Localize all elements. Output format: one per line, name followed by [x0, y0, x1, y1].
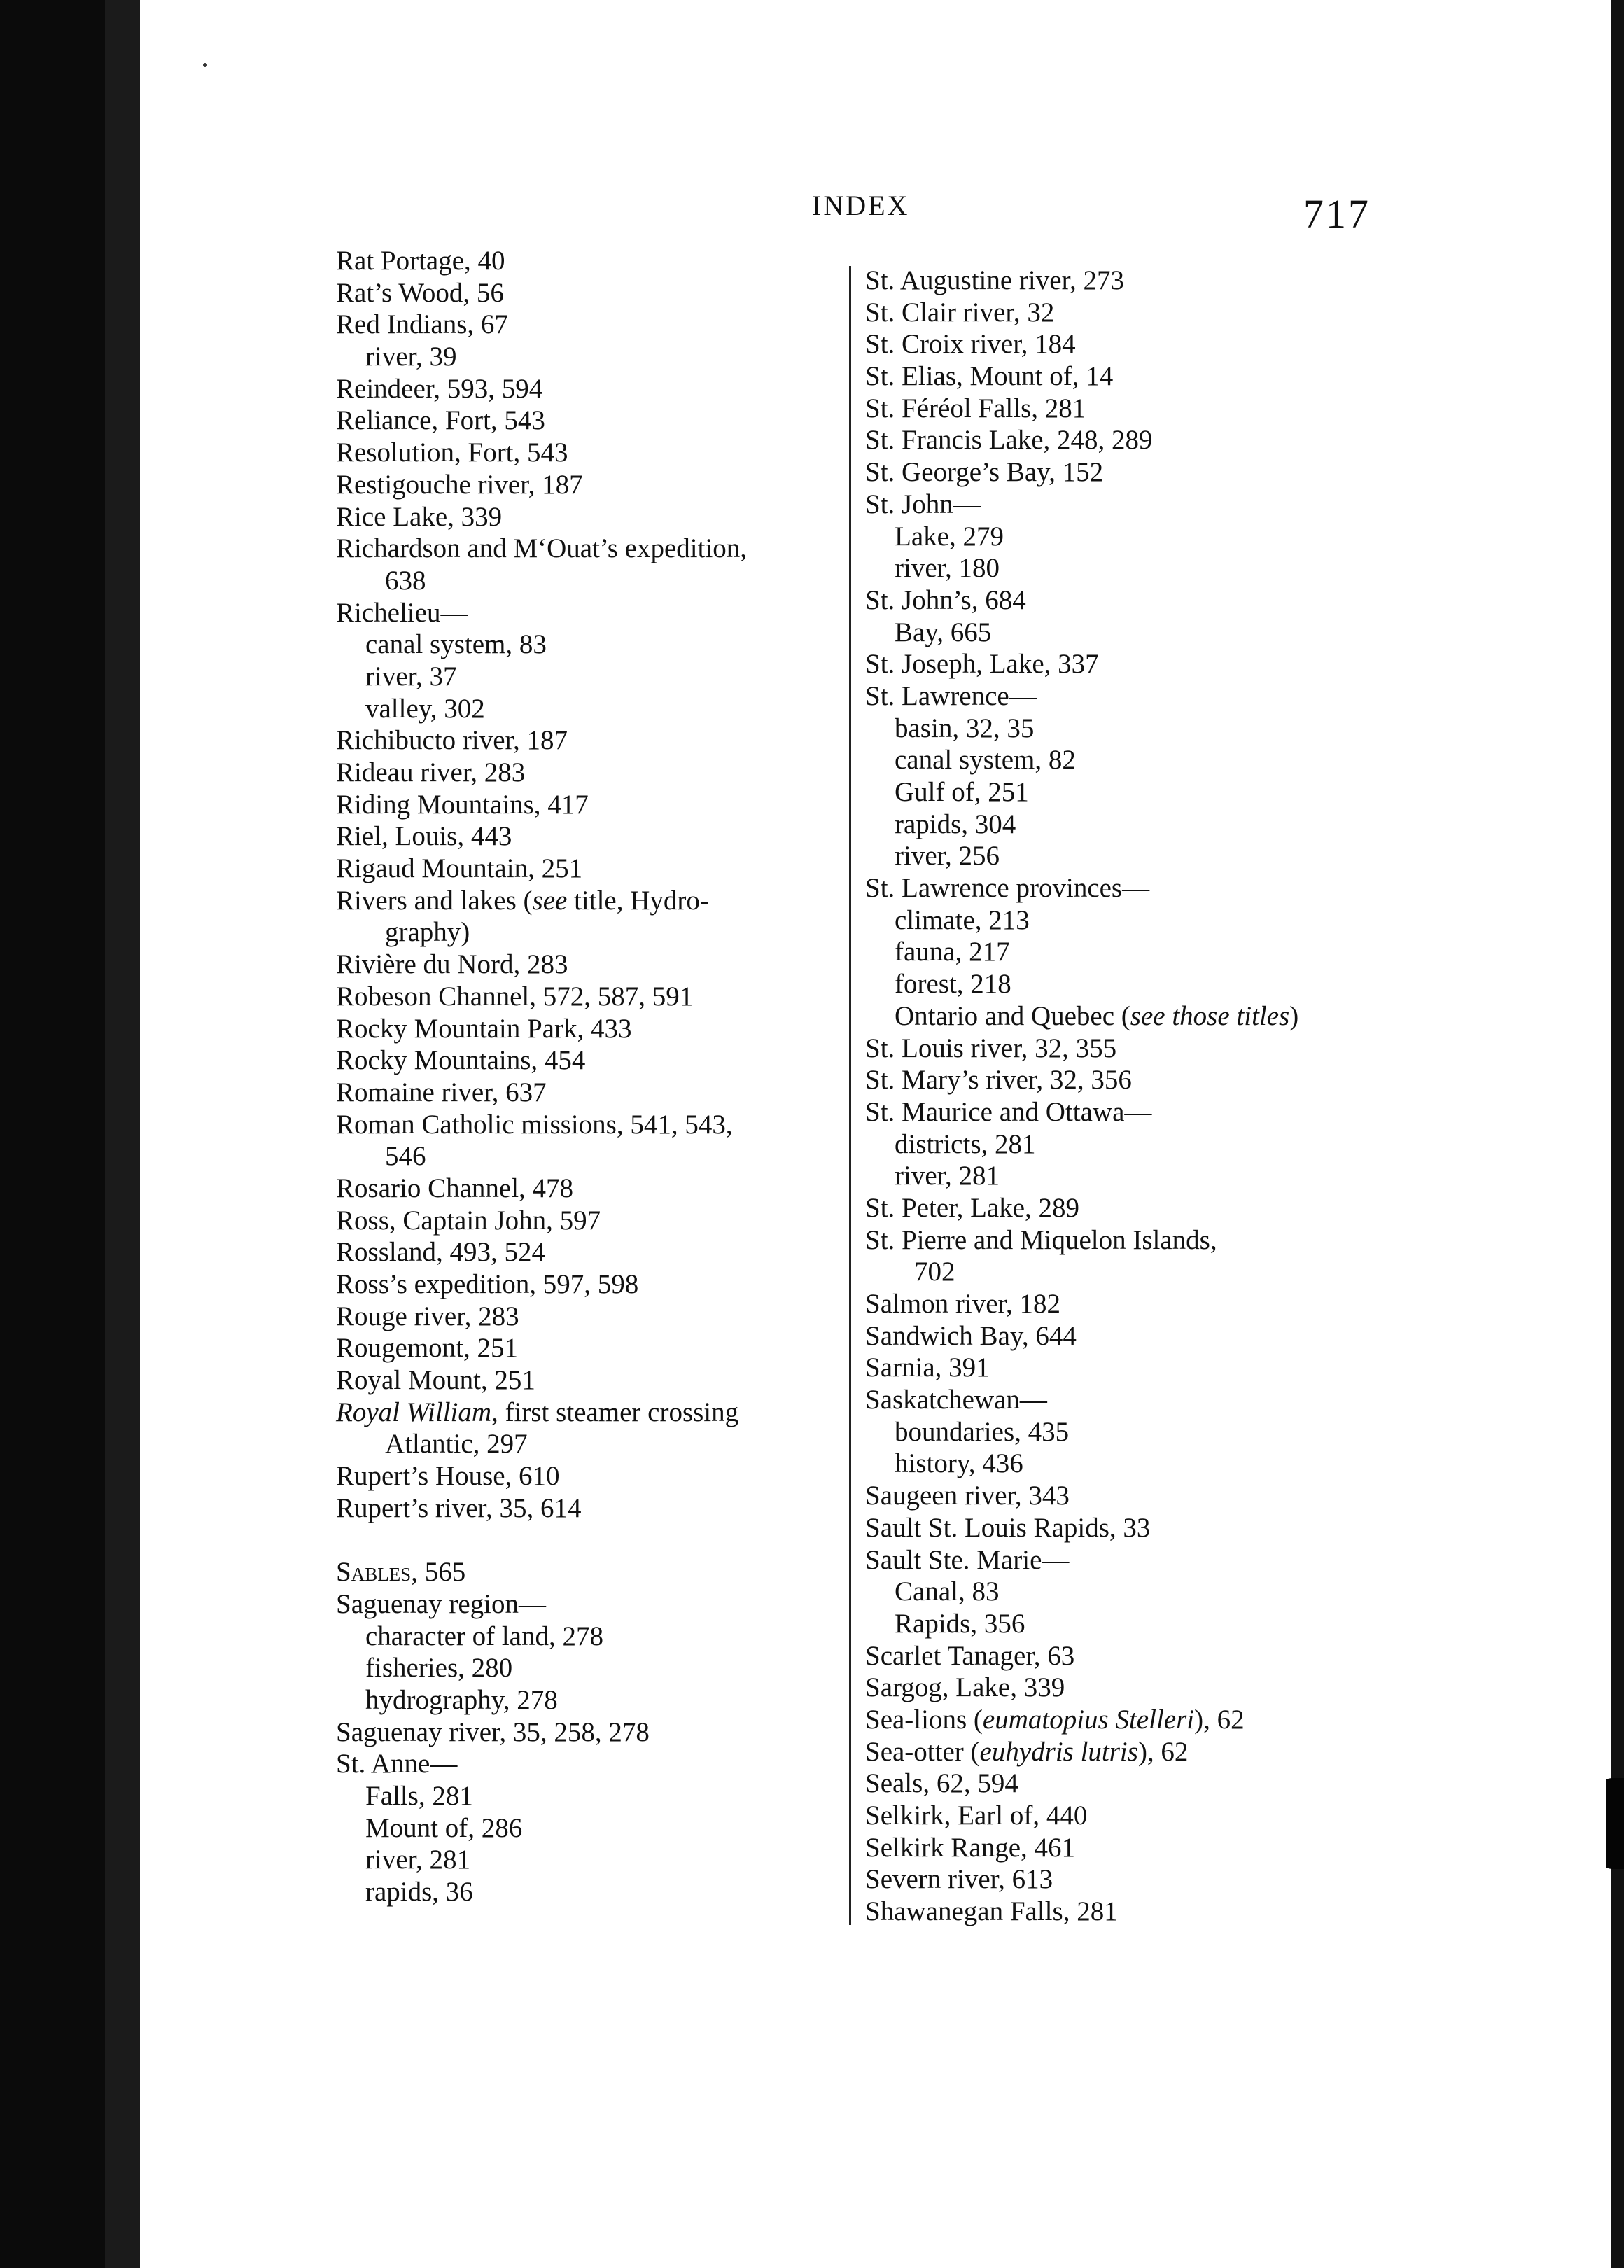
entry-text: Royal Mount, 251: [336, 1365, 536, 1396]
entry-text: Saugeen river, 343: [865, 1480, 1070, 1511]
index-entry: [865, 1192, 1369, 1224]
index-entry: [336, 1109, 840, 1141]
index-subentry: [865, 744, 1369, 776]
index-entry: [336, 373, 840, 405]
index-entry: [865, 1352, 1369, 1384]
index-entry: [336, 597, 840, 629]
index-subentry: [336, 1844, 840, 1876]
entry-text: Sandwich Bay, 644: [865, 1320, 1077, 1351]
entry-text: St. Lawrence provinces—: [865, 873, 1150, 904]
entry-text: Reindeer, 593, 594: [336, 373, 543, 404]
index-entry: [865, 1832, 1369, 1864]
entry-text: Saguenay region—: [336, 1588, 547, 1619]
entry-text: river, 281: [365, 1844, 471, 1875]
index-entry: [865, 1736, 1369, 1768]
index-entry: [865, 328, 1369, 360]
index-entry: [865, 1544, 1369, 1576]
entry-text: river, 37: [365, 661, 457, 692]
entry-text: Rapids, 356: [895, 1608, 1026, 1639]
entry-text: St. Maurice and Ottawa—: [865, 1096, 1152, 1127]
entry-text: Seals, 62, 594: [865, 1768, 1018, 1799]
entry-text: forest, 218: [895, 969, 1011, 1000]
index-entry: [865, 1863, 1369, 1896]
running-head: INDEX: [812, 190, 910, 221]
entry-text: Richibucto river, 187: [336, 725, 568, 756]
index-entry: [865, 1768, 1369, 1800]
entry-text: St. Louis river, 32, 355: [865, 1032, 1117, 1063]
index-entry: [336, 501, 840, 533]
entry-text: St. Peter, Lake, 289: [865, 1192, 1080, 1223]
entry-text: Rat Portage, 40: [336, 246, 505, 276]
index-subentry: [865, 1128, 1369, 1161]
index-entry: [336, 1396, 840, 1429]
index-entry: [865, 265, 1369, 297]
index-column-left: [336, 245, 840, 1908]
entry-text: Selkirk, Earl of, 440: [865, 1800, 1088, 1830]
entry-tail: title, Hydro-: [567, 885, 709, 916]
index-continuation: [336, 1140, 840, 1172]
entry-text: river, 281: [895, 1161, 1000, 1191]
entry-text: Rat’s Wood, 56: [336, 277, 504, 308]
entry-tail: ): [1289, 1000, 1299, 1031]
entry-text: Riding Mountains, 417: [336, 789, 589, 820]
index-continuation: [865, 1256, 1369, 1288]
entry-text: Saskatchewan—: [865, 1385, 1047, 1415]
index-entry: [865, 1672, 1369, 1704]
entry-text: St. John—: [865, 489, 981, 519]
entry-text: Ross’s expedition, 597, 598: [336, 1269, 639, 1299]
index-entry: [865, 1384, 1369, 1416]
entry-text: Rupert’s river, 35, 614: [336, 1492, 582, 1523]
index-subentry: [865, 1416, 1369, 1448]
entry-text: Sault Ste. Marie—: [865, 1544, 1070, 1575]
index-subentry: [336, 1876, 840, 1908]
entry-text: history, 436: [895, 1448, 1023, 1479]
index-subentry: [865, 1000, 1369, 1032]
entry-text: Atlantic, 297: [385, 1429, 528, 1460]
entry-text: 702: [914, 1256, 955, 1287]
index-subentry: [865, 776, 1369, 808]
index-entry: [865, 648, 1369, 680]
index-entry: [336, 885, 840, 917]
index-entry: [336, 1236, 840, 1268]
index-entry: [336, 1077, 840, 1109]
index-subentry: [865, 1576, 1369, 1608]
index-entry: [336, 820, 840, 853]
index-column-right: [865, 265, 1369, 1928]
entry-text: Selkirk Range, 461: [865, 1832, 1076, 1863]
entry-text: Gulf of, 251: [895, 777, 1029, 807]
index-entry: [865, 393, 1369, 425]
index-entry: [865, 1320, 1369, 1352]
index-subentry: [336, 1652, 840, 1684]
index-continuation: [336, 565, 840, 597]
entry-text: Sarnia, 391: [865, 1352, 990, 1383]
page-edge-shadow: [1611, 0, 1624, 2268]
entry-text: rapids, 304: [895, 808, 1016, 839]
entry-text: Red Indians, 67: [336, 309, 508, 340]
index-subentry: [336, 1812, 840, 1844]
index-entry: [865, 297, 1369, 329]
index-subentry: [865, 1608, 1369, 1640]
entry-text: Restigouche river, 187: [336, 469, 583, 500]
index-entry: [336, 277, 840, 309]
entry-text: hydrography, 278: [365, 1684, 558, 1715]
entry-text: Saguenay river, 35, 258, 278: [336, 1716, 650, 1747]
index-entry: [336, 245, 840, 277]
index-entry: [865, 1480, 1369, 1512]
entry-text: St. Lawrence—: [865, 680, 1037, 711]
entry-text: Mount of, 286: [365, 1812, 523, 1843]
entry-text: fauna, 217: [895, 937, 1010, 967]
index-entry: [865, 456, 1369, 489]
entry-text: Rocky Mountains, 454: [336, 1045, 586, 1076]
entry-text: Rougemont, 251: [336, 1333, 518, 1364]
entry-text: Salmon river, 182: [865, 1289, 1060, 1319]
entry-text: basin, 32, 35: [895, 713, 1035, 743]
entry-text: valley, 302: [365, 693, 485, 724]
index-gap: [336, 1525, 840, 1557]
entry-lead-italic: Royal William,: [336, 1396, 498, 1427]
entry-text: 638: [385, 565, 426, 596]
index-entry: [336, 1172, 840, 1205]
entry-text: Rocky Mountain Park, 433: [336, 1013, 632, 1044]
entry-text: Sea-lions (: [865, 1704, 983, 1735]
index-entry: [336, 1332, 840, 1364]
entry-tail: , 565: [411, 1557, 466, 1588]
entry-text: Rivière du Nord, 283: [336, 949, 568, 980]
index-entry: [336, 533, 840, 565]
entry-text: Rivers and lakes (: [336, 885, 533, 916]
index-entry: [336, 1364, 840, 1396]
index-entry: [865, 1064, 1369, 1096]
speck: [203, 63, 207, 67]
entry-text: Shawanegan Falls, 281: [865, 1896, 1118, 1927]
entry-text: Rideau river, 283: [336, 757, 526, 788]
index-subentry: [865, 840, 1369, 872]
index-entry: [336, 469, 840, 501]
entry-text: St. Joseph, Lake, 337: [865, 649, 1099, 680]
entry-text: Rupert’s House, 610: [336, 1461, 560, 1492]
entry-tail: ), 62: [1194, 1704, 1245, 1735]
entry-text: Lake, 279: [895, 521, 1004, 552]
entry-text: river, 180: [895, 553, 1000, 584]
entry-text: Scarlet Tanager, 63: [865, 1640, 1075, 1671]
column-rule: [849, 266, 851, 1925]
entry-text: Rossland, 493, 524: [336, 1237, 546, 1268]
index-subentry: [336, 341, 840, 373]
index-entry: [865, 1032, 1369, 1065]
entry-text: Rouge river, 283: [336, 1301, 519, 1331]
index-entry: [865, 489, 1369, 521]
entry-text: St. Pierre and Miquelon Islands,: [865, 1224, 1217, 1255]
page-number: 717: [1303, 191, 1371, 237]
gutter-edge: [105, 0, 140, 2268]
entry-text: Sargog, Lake, 339: [865, 1672, 1065, 1703]
entry-tail: ), 62: [1138, 1736, 1189, 1767]
index-subentry: [336, 1780, 840, 1812]
entry-text: St. Féréol Falls, 281: [865, 393, 1086, 424]
index-entry: [336, 1588, 840, 1620]
entry-text: 546: [385, 1141, 426, 1172]
index-subentry: [865, 1448, 1369, 1480]
entry-text: St. Augustine river, 273: [865, 265, 1125, 295]
index-entry: [865, 872, 1369, 904]
index-entry: [336, 948, 840, 981]
index-entry: [865, 1224, 1369, 1256]
index-entry: [865, 680, 1369, 713]
index-subentry: [336, 1684, 840, 1716]
entry-text: Robeson Channel, 572, 587, 591: [336, 981, 694, 1011]
entry-text: St. George’s Bay, 152: [865, 457, 1104, 488]
index-continuation: [336, 1428, 840, 1460]
entry-note-italic: euhydris lutris: [979, 1736, 1138, 1767]
index-subentry: [865, 904, 1369, 937]
entry-text: canal system, 82: [895, 745, 1076, 776]
index-subentry: [336, 661, 840, 693]
entry-text: graphy): [385, 917, 470, 948]
entry-text: Reliance, Fort, 543: [336, 405, 545, 436]
entry-text: river, 39: [365, 342, 457, 372]
entry-text: climate, 213: [895, 904, 1030, 935]
index-entry: [865, 1704, 1369, 1736]
index-subentry: [865, 968, 1369, 1000]
entry-note-italic: eumatopius Stelleri: [982, 1704, 1195, 1735]
index-entry: [336, 1716, 840, 1749]
index-entry: [336, 1268, 840, 1301]
entry-text: character of land, 278: [365, 1620, 603, 1651]
entry-text: river, 256: [895, 841, 1000, 872]
index-entry: [865, 1800, 1369, 1832]
index-entry: [336, 1301, 840, 1333]
index-entry: [865, 1288, 1369, 1320]
entry-note-italic: see: [532, 885, 568, 916]
entry-text: Severn river, 613: [865, 1864, 1054, 1895]
index-entry: [336, 1748, 840, 1780]
index-entry: [865, 584, 1369, 617]
index-subentry: [865, 521, 1369, 553]
index-entry: [336, 1556, 840, 1588]
entry-text: Rosario Channel, 478: [336, 1172, 574, 1203]
index-entry: [336, 405, 840, 437]
entry-text: Canal, 83: [895, 1576, 1000, 1607]
entry-text: Rigaud Mountain, 251: [336, 853, 583, 884]
index-subentry: [865, 1160, 1369, 1192]
index-entry: [336, 789, 840, 821]
index-entry: [336, 309, 840, 341]
entry-text: Rice Lake, 339: [336, 501, 503, 532]
entry-text: Ontario and Quebec (: [895, 1000, 1130, 1031]
entry-lead-smallcaps: Sables: [336, 1557, 412, 1588]
index-entry: [865, 424, 1369, 456]
index-entry: [865, 360, 1369, 393]
entry-text: St. Croix river, 184: [865, 329, 1076, 360]
entry-text: Bay, 665: [895, 617, 992, 648]
entry-text: Romaine river, 637: [336, 1077, 547, 1107]
entry-tail: first steamer crossing: [498, 1396, 739, 1427]
entry-text: boundaries, 435: [895, 1416, 1070, 1447]
index-entry: [865, 1512, 1369, 1544]
entry-text: Richelieu—: [336, 597, 468, 628]
entry-text: Richardson and M‘Ouat’s expedition,: [336, 533, 748, 564]
entry-text: St. Anne—: [336, 1749, 458, 1779]
index-subentry: [336, 693, 840, 725]
index-subentry: [336, 1620, 840, 1653]
entry-text: fisheries, 280: [365, 1653, 513, 1684]
index-entry: [336, 1492, 840, 1525]
entry-text: St. Mary’s river, 32, 356: [865, 1065, 1132, 1096]
entry-text: St. Clair river, 32: [865, 297, 1055, 328]
entry-text: districts, 281: [895, 1128, 1036, 1159]
index-entry: [865, 1896, 1369, 1928]
index-entry: [865, 1096, 1369, 1128]
index-entry: [336, 1013, 840, 1045]
index-subentry: [865, 936, 1369, 968]
entry-text: rapids, 36: [365, 1877, 473, 1907]
index-subentry: [865, 713, 1369, 745]
entry-text: Riel, Louis, 443: [336, 821, 512, 852]
index-entry: [336, 757, 840, 789]
entry-text: Resolution, Fort, 543: [336, 438, 568, 468]
entry-text: Roman Catholic missions, 541, 543,: [336, 1109, 733, 1140]
index-entry: [336, 981, 840, 1013]
entry-note-italic: see those titles: [1130, 1000, 1290, 1031]
index-entry: [336, 437, 840, 469]
entry-text: Sea-otter (: [865, 1736, 980, 1767]
entry-text: St. John’s, 684: [865, 584, 1026, 615]
entry-text: Falls, 281: [365, 1781, 473, 1811]
index-subentry: [865, 808, 1369, 841]
index-subentry: [865, 617, 1369, 649]
index-subentry: [865, 552, 1369, 584]
index-continuation: [336, 916, 840, 948]
entry-text: St. Francis Lake, 248, 289: [865, 425, 1153, 456]
entry-text: St. Elias, Mount of, 14: [865, 361, 1114, 392]
index-entry: [336, 1044, 840, 1077]
entry-text: canal system, 83: [365, 629, 547, 660]
index-entry: [336, 1205, 840, 1237]
index-entry: [865, 1640, 1369, 1672]
index-entry: [336, 724, 840, 757]
index-entry: [336, 1460, 840, 1492]
index-subentry: [336, 629, 840, 661]
index-entry: [336, 853, 840, 885]
book-gutter-shadow: [0, 0, 140, 2268]
entry-text: Sault St. Louis Rapids, 33: [865, 1512, 1151, 1543]
entry-text: Ross, Captain John, 597: [336, 1205, 601, 1236]
